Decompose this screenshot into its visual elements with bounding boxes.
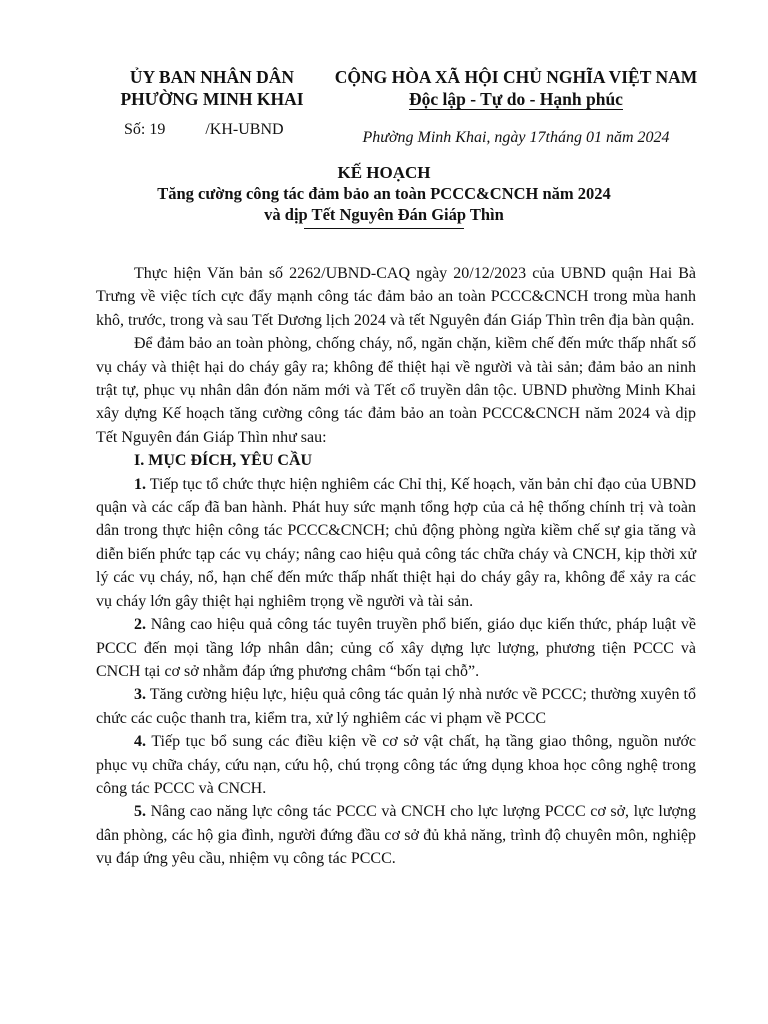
title-line-3: và dịp Tết Nguyên Đán Giáp Thìn [264, 205, 504, 224]
item-number: 5. [134, 803, 146, 821]
intro-paragraph-1: Thực hiện Văn bản số 2262/UBND-CAQ ngày 20/12/2023 của UBND quận Hai Bà Trưng về việc tích cực đẩy mạnh công tác đảm bảo an toàn PCCC&CNCH trong mùa hanh khô, trước, trong và sau Tết Dương lịch 2024 và tết Nguyên đán Giáp Thìn trên địa bàn quận. [96, 265, 696, 329]
section-heading: I. MỤC ĐÍCH, YÊU CẦU [134, 452, 313, 470]
item-number: 3. [134, 686, 146, 704]
item-text: Nâng cao hiệu quả công tác tuyên truyền phổ biến, giáo dục kiến thức, pháp luật về PCCC đến mọi tầng lớp nhân dân; củng cố xây dựng lực lượng, phương tiện PCCC và CNCH tại cơ sở nhằm đáp ứng phương châm “bốn tại chỗ”. [96, 616, 696, 680]
list-item [96, 473, 696, 613]
national-title: CỘNG HÒA XÃ HỘI CHỦ NGHĨA VIỆT NAM [334, 67, 698, 87]
title-underline [304, 228, 464, 229]
item-number: 1. [134, 475, 146, 493]
document-body [96, 262, 696, 871]
document-title [80, 162, 688, 229]
intro-paragraph-2: Để đảm bảo an toàn phòng, chống cháy, nổ, ngăn chặn, kiềm chế đến mức thấp nhất số vụ cháy và thiệt hại do cháy gây ra; không để thiệt hại về người và tài sản; đảm bảo an ninh trật tự, phục vụ nhân dân đón năm mới và Tết cổ truyền dân tộc. UBND phường Minh Khai xây dựng Kế hoạch tăng cường công tác đảm bảo an toàn PCCC&CNCH năm 2024 và dịp Tết Nguyên đán Giáp Thìn như sau: [96, 335, 696, 446]
issuing-authority [96, 66, 328, 110]
doc-number-suffix: /KH-UBND [205, 121, 284, 138]
item-text: Nâng cao năng lực công tác PCCC và CNCH cho lực lượng PCCC cơ sở, lực lượng dân phòng, các hộ gia đình, người đứng đầu cơ sở đủ khả năng, trình độ chuyên môn, nghiệp vụ đáp ứng yêu cầu, nhiệm vụ công tác PCCC. [96, 803, 696, 868]
item-text: Tăng cường hiệu lực, hiệu quả công tác quản lý nhà nước về PCCC; thường xuyên tổ chức các cuộc thanh tra, kiểm tra, xử lý nghiêm các vi phạm về PCCC [96, 686, 696, 727]
doc-number-prefix: Số: [124, 121, 150, 138]
authority-line-2: PHƯỜNG MINH KHAI [120, 89, 304, 109]
date-line: Phường Minh Khai, ngày 17tháng 01 năm 2024 [362, 129, 670, 146]
list-item [96, 800, 696, 870]
item-number: 2. [134, 616, 146, 634]
doc-number-value: 19 [149, 121, 166, 138]
title-line-2: Tăng cường công tác đảm bảo an toàn PCCC&CNCH năm 2024 [157, 184, 611, 203]
list-item [96, 730, 696, 800]
authority-line-1: ỦY BAN NHÂN DÂN [129, 67, 295, 87]
national-header [330, 66, 702, 110]
item-text: Tiếp tục tổ chức thực hiện nghiêm các Chỉ thị, Kế hoạch, văn bản chỉ đạo của UBND quận và các cấp đã ban hành. Phát huy sức mạnh tổng hợp của cả hệ thống chính trị và toàn dân trong thực hiện công tác PCCC&CNCH; chủ động phòng ngừa kiềm chế sự gia tăng và diễn biến phức tạp các vụ cháy; nâng cao hiệu quả công tác chữa cháy và CNCH, kịp thời xử lý các vụ cháy, nổ, hạn chế đến mức thấp nhất thiệt hại do cháy gây ra, không để xảy ra các vụ cháy lớn gây thiệt hại nghiêm trọng về người và tài sản. [96, 475, 696, 610]
national-motto: Độc lập - Tự do - Hạnh phúc [409, 89, 623, 109]
list-item [96, 683, 696, 730]
title-line-1: KẾ HOẠCH [337, 163, 431, 182]
list-item [96, 613, 696, 683]
document-number [124, 120, 284, 140]
item-text: Tiếp tục bổ sung các điều kiện về cơ sở vật chất, hạ tầng giao thông, nguồn nước phục vụ chữa cháy, cứu nạn, cứu hộ, chú trọng công tác ứng dụng khoa học công nghệ trong công tác PCCC và CNCH. [96, 733, 696, 797]
item-number: 4. [134, 733, 146, 751]
